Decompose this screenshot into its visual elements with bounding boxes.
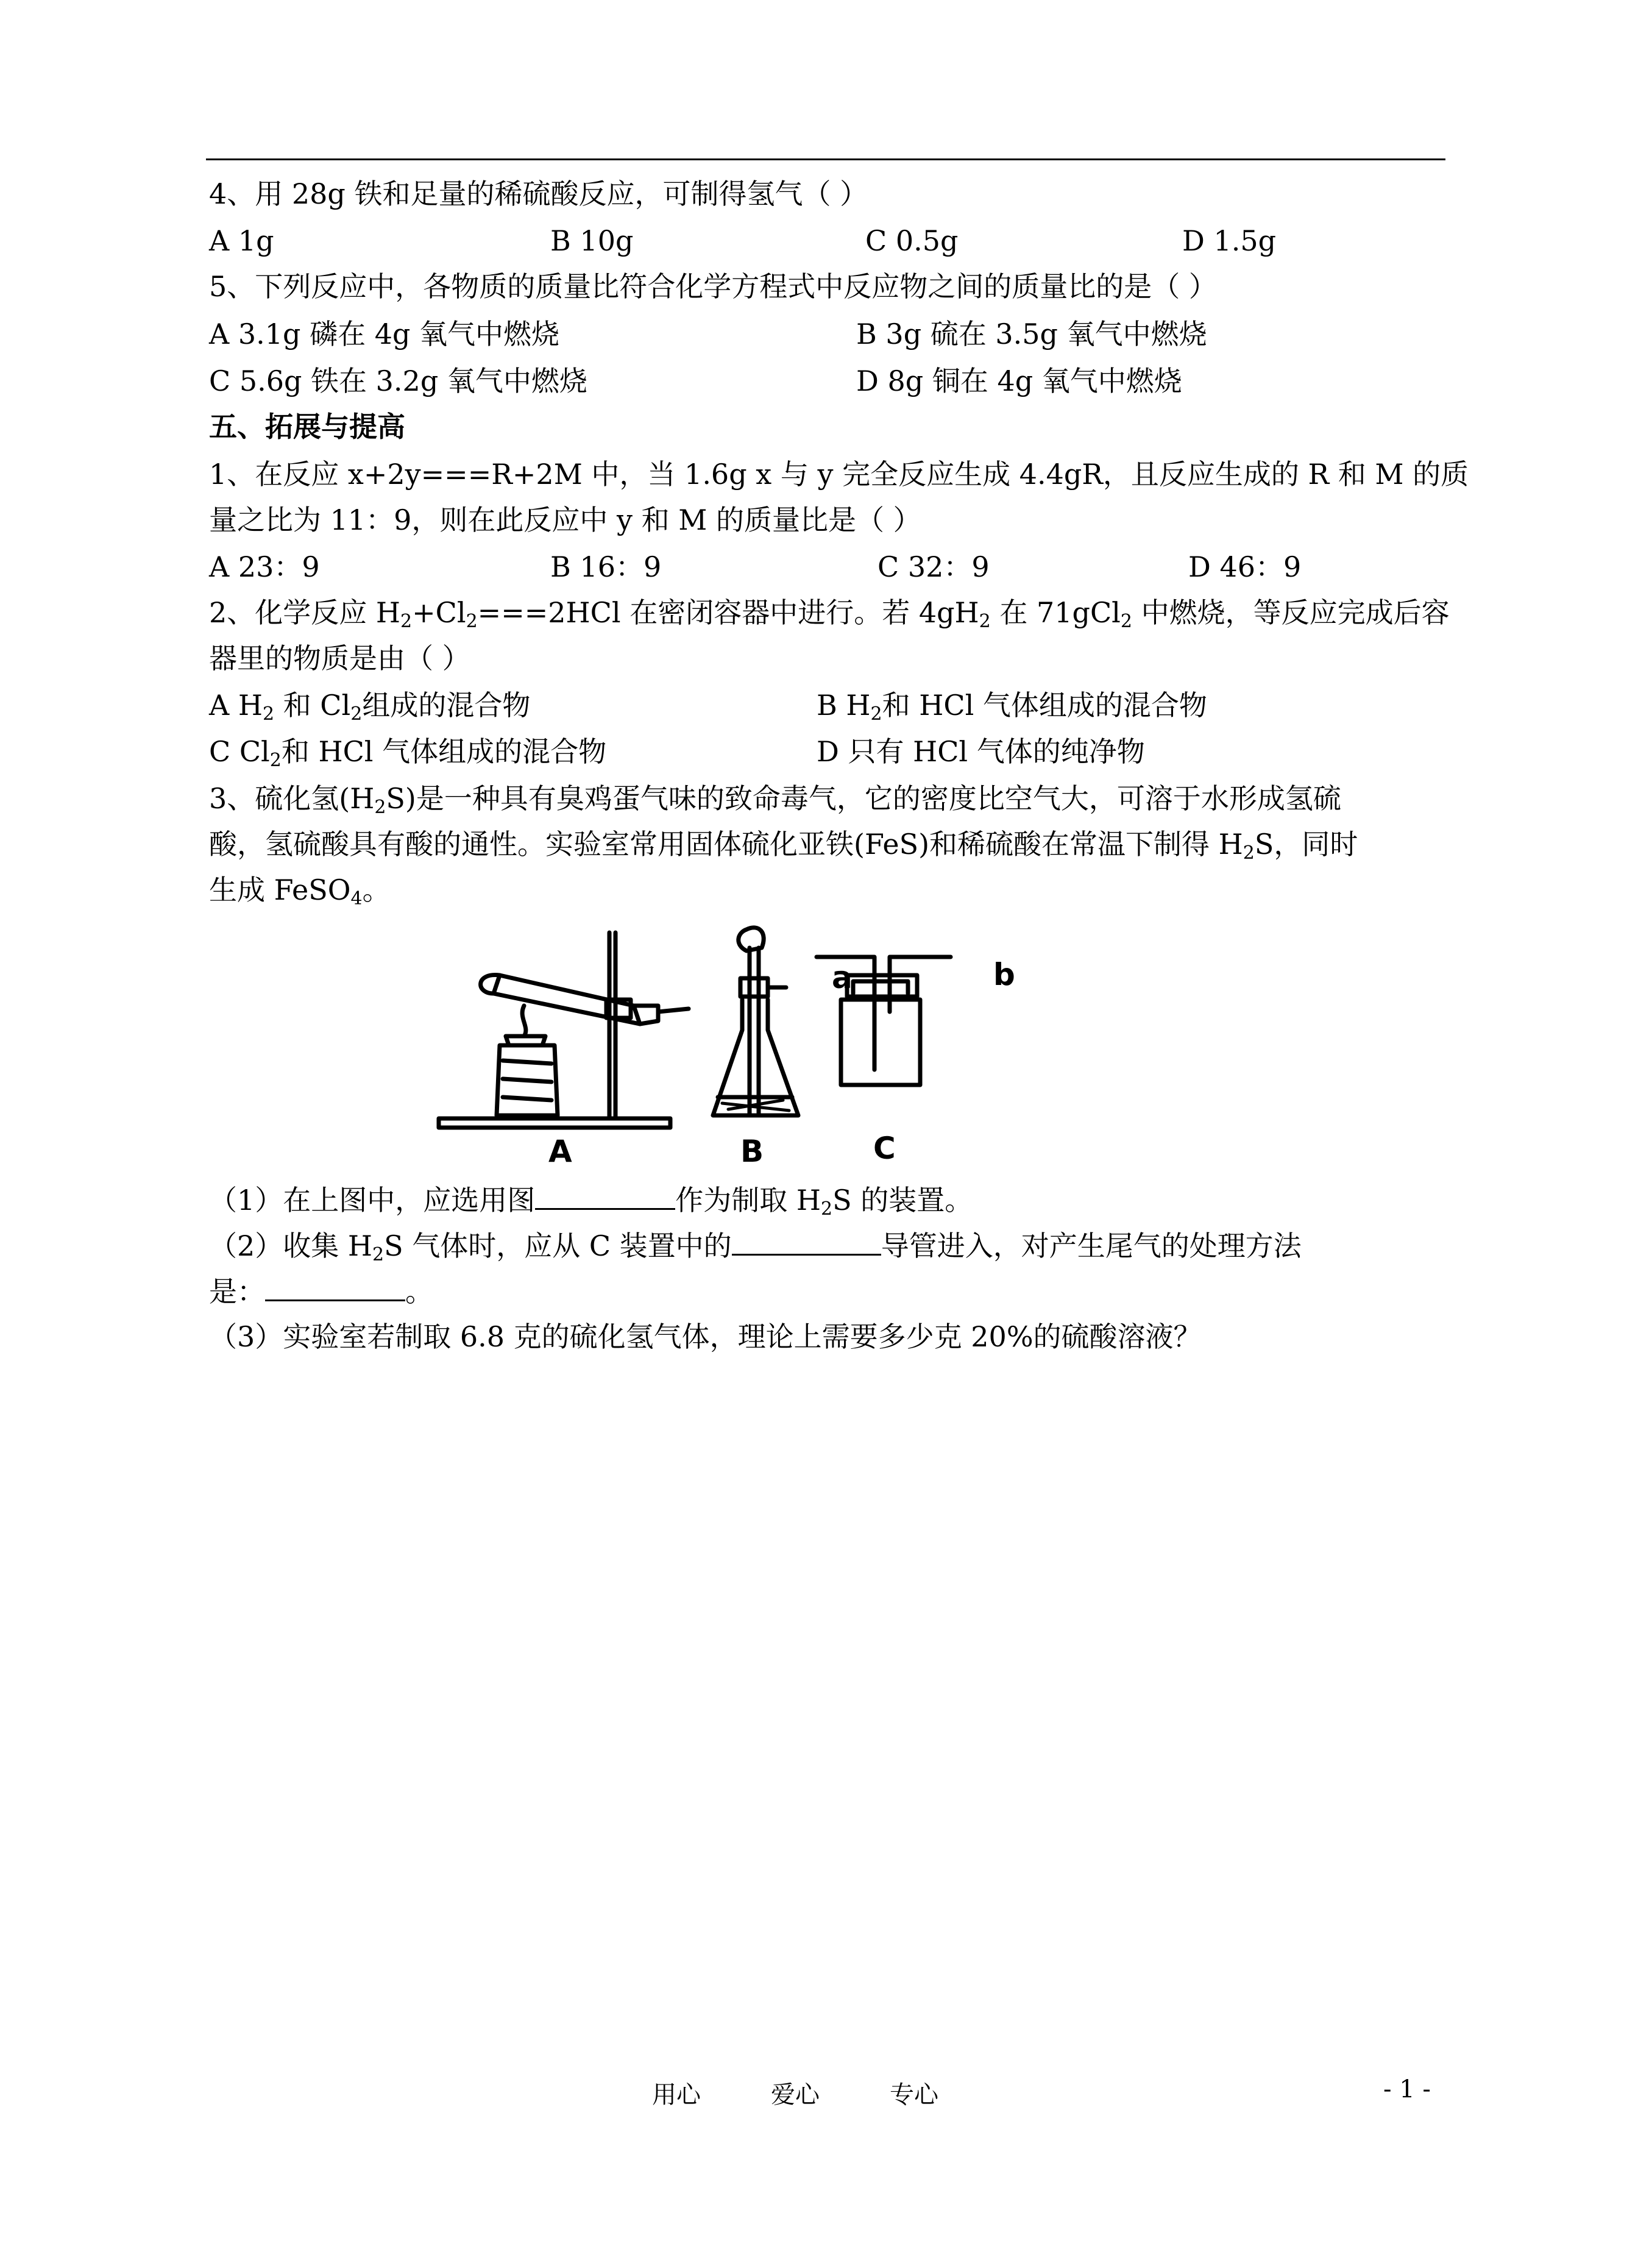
apparatus-a-drawing (439, 933, 689, 1128)
q5-stem: 5、下列反应中，各物质的质量比符合化学方程式中反应物之间的质量比的是（ ） (209, 270, 1217, 303)
footer-item-1: 用心 (652, 2081, 701, 2109)
q5-option-a: A 3.1g 磷在 4g 氧气中燃烧 (209, 318, 560, 350)
figure-label-b: B (740, 1134, 764, 1169)
e1-option-d: D 46：9 (1188, 550, 1302, 583)
header-rule (206, 158, 1445, 160)
e2-option-c: C $Cl_2$和 HCl 气体组成的混合物 (209, 735, 607, 771)
page-number: - 1 - (1383, 2075, 1431, 2103)
figure-label-c: C (873, 1131, 896, 1166)
sub2-method-blank[interactable] (265, 1273, 405, 1301)
e2-option-a: A $H_2$ 和 $Cl_2$组成的混合物 (209, 689, 531, 725)
e2-line2: 器里的物质是由（ ） (209, 642, 470, 675)
apparatus-figure (427, 914, 1024, 1173)
e1-line1: 1、在反应 x+2y===R+2M 中，当 1.6g x 与 y 完全反应生成 4.4gR，且反应生成的 R 和 M 的质 (209, 458, 1469, 491)
e2-line1: 2、化学反应 $H_2+Cl_2===2HCl$ 在密闭容器中进行。若 $4gH_2$ 在 71gCl$_2$ 中燃烧，等反应完成后容 (209, 596, 1450, 632)
section-title: 五、拓展与提高 (209, 410, 405, 443)
q4-stem: 4、用 28g 铁和足量的稀硫酸反应，可制得氢气（ ） (209, 177, 868, 210)
q4-option-c: C 0.5g (865, 224, 959, 257)
tube-label-b: b (993, 957, 1015, 992)
figure-label-a: A (548, 1134, 572, 1169)
e1-option-a: A 23：9 (209, 550, 320, 583)
e2-option-d: D 只有 HCl 气体的纯净物 (817, 735, 1145, 768)
sub1-blank[interactable] (535, 1181, 675, 1210)
tube-label-a: a (832, 960, 853, 995)
e3-line1: 3、硫化氢$(H_2S)$是一种具有臭鸡蛋气味的致命毒气，它的密度比空气大，可溶于水形成氢硫 (209, 782, 1341, 818)
apparatus-drawing (427, 914, 1024, 1170)
e3-line2: 酸，氢硫酸具有酸的通性。实验室常用固体硫化亚铁(FeS)和稀硫酸在常温下制得 $H_2S$，同时 (209, 828, 1358, 864)
e3-line3: 生成 FeSO$_4$。 (209, 873, 391, 909)
e3-sub1: （1）在上图中，应选用图 作为制取 $H_2S$ 的装置。 (209, 1181, 973, 1218)
e3-sub3: （3）实验室若制取 6.8 克的硫化氢气体，理论上需要多少克 20%的硫酸溶液？ (209, 1320, 1202, 1353)
q5-option-c: C 5.6g 铁在 3.2g 氧气中燃烧 (209, 364, 587, 397)
apparatus-b-drawing (713, 928, 798, 1115)
q4-option-a: A 1g (209, 224, 274, 257)
sub2-blank[interactable] (732, 1227, 881, 1256)
footer-item-3: 专心 (890, 2081, 938, 2109)
q5-option-d: D 8g 铜在 4g 氧气中燃烧 (856, 364, 1182, 397)
q4-option-b: B 10g (550, 224, 634, 257)
e1-line2: 量之比为 11：9，则在此反应中 y 和 M 的质量比是（ ） (209, 503, 921, 536)
e3-sub2: （2）收集 $H_2S$ 气体时，应从 C 装置中的 导管进入，对产生尾气的处理方法 (209, 1227, 1302, 1264)
q5-option-b: B 3g 硫在 3.5g 氧气中燃烧 (856, 318, 1207, 350)
e1-option-c: C 32：9 (878, 550, 990, 583)
e1-option-b: B 16：9 (550, 550, 662, 583)
e2-option-b: B $H_2$和 HCl 气体组成的混合物 (817, 689, 1207, 725)
e3-sub2-line2: 是： 。 (209, 1273, 433, 1310)
footer-item-2: 爱心 (771, 2081, 820, 2109)
q4-option-d: D 1.5g (1182, 224, 1277, 257)
